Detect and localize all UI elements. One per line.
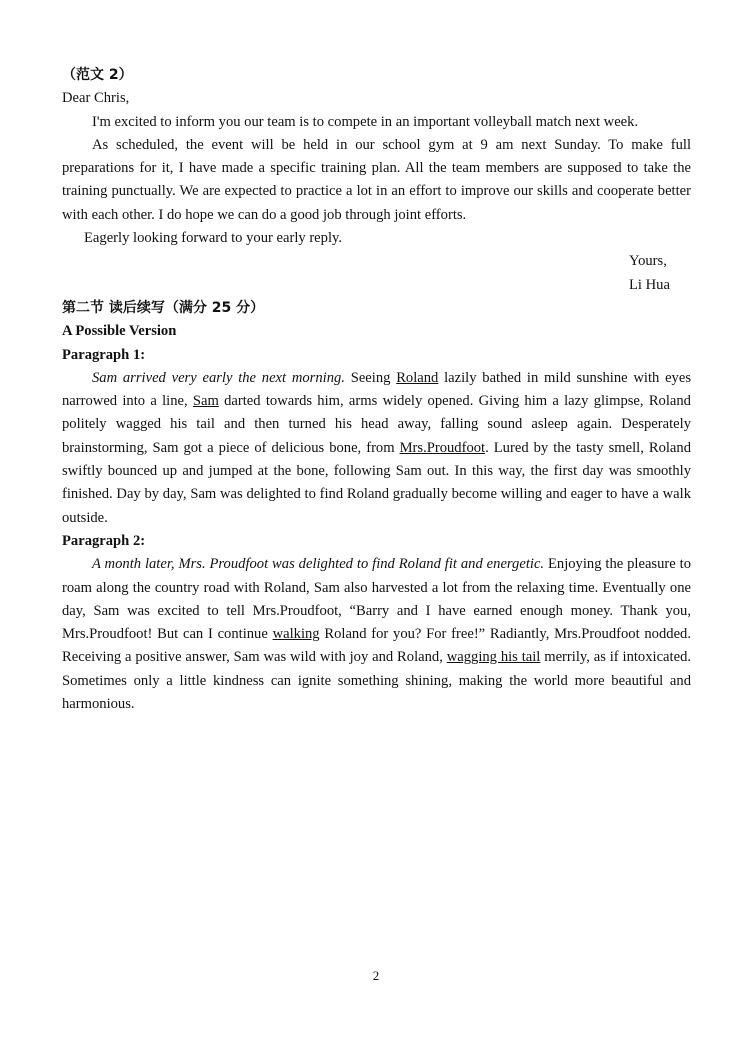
underlined-mrs-proudfoot: Mrs.Proudfoot: [399, 439, 486, 456]
paragraph-2-text-a: Enjoying the pleasure to roam along the country road with Roland, Sam also harvested a lot from the relaxing time. Eventually one day, Sam was excited to tell Mrs.Proudfoot, “Barry and I have earned enough money. Thank you, Mrs.Proudfoot! But can I continue: [62, 556, 692, 643]
letter-sign-off: Yours,: [629, 253, 667, 270]
underlined-wagging-his-tail: wagging his tail: [446, 649, 541, 666]
continuation-paragraph-2: [62, 553, 691, 716]
continuation-paragraph-1: [62, 367, 691, 530]
paragraph-1-text-b: lazily bathed in mild sunshine with eyes narrowed into a line,: [62, 369, 691, 410]
section-title: [62, 297, 691, 320]
paragraph-2-opening: A month later, Mrs. Proudfoot was delighted to find Roland fit and energetic.: [92, 556, 545, 573]
letter-closing: Eagerly looking forward to your early reply.: [84, 230, 343, 247]
letter-paragraph-2: As scheduled, the event will be held in our school gym at 9 am next Sunday. To make full preparations for it, I have made a specific training plan. All the team members are supposed to take the training punctually. We are expected to practice a lot in an effort to improve our skills and cooperate better with each other. I do hope we can do a good job through joint efforts.: [62, 136, 691, 223]
sample-essay-label: [62, 64, 691, 87]
version-subtitle: A Possible Version: [62, 323, 177, 340]
paragraph-2-text-b: Roland for you? For free!” Radiantly, Mrs.Proudfoot nodded. Receiving a positive answer, Sam was wild with joy and Roland,: [62, 626, 691, 666]
underlined-sam: Sam: [192, 393, 219, 410]
letter-greeting: Dear Chris,: [62, 90, 130, 107]
paragraph-2-text-c: merrily, as if intoxicated. Sometimes only a little kindness can ignite something shining, making the world more beautiful and harmonious.: [62, 649, 692, 713]
paragraph-1-opening: Sam arrived very early the next morning.: [92, 369, 345, 386]
sample-essay-label-text: （范文 2）: [62, 67, 133, 83]
section-title-text: 第二节 读后续写（满分 25 分）: [62, 299, 265, 316]
paragraph-1-text-c: darted towards him, arms widely opened. Giving him a lazy glimpse, Roland politely wagged his tail and then turned his head away, falling sound asleep again. Desperately brainstorming, Sam got a piece of delicious bone, from: [62, 393, 691, 456]
paragraph-1-text-d: . Lured by the tasty smell, Roland swiftly bounced up and jumped at the bone, following Sam out. In this way, the first day was smoothly finished. Day by day, Sam was delighted to find Roland gradually become willing and eager to have a walk outside.: [62, 439, 691, 526]
paragraph-1-heading: Paragraph 1:: [62, 346, 146, 363]
letter-signature-name: Li Hua: [629, 276, 670, 293]
letter-paragraph-1: I'm excited to inform you our team is to compete in an important volleyball match next week.: [92, 113, 639, 130]
paragraph-2-heading: Paragraph 2:: [62, 532, 146, 549]
underlined-roland: Roland: [396, 369, 439, 386]
page-number: 2: [372, 968, 380, 983]
paragraph-1-text-a: Seeing: [344, 369, 397, 386]
page-content: [62, 64, 691, 716]
underlined-walking: walking: [272, 626, 320, 643]
